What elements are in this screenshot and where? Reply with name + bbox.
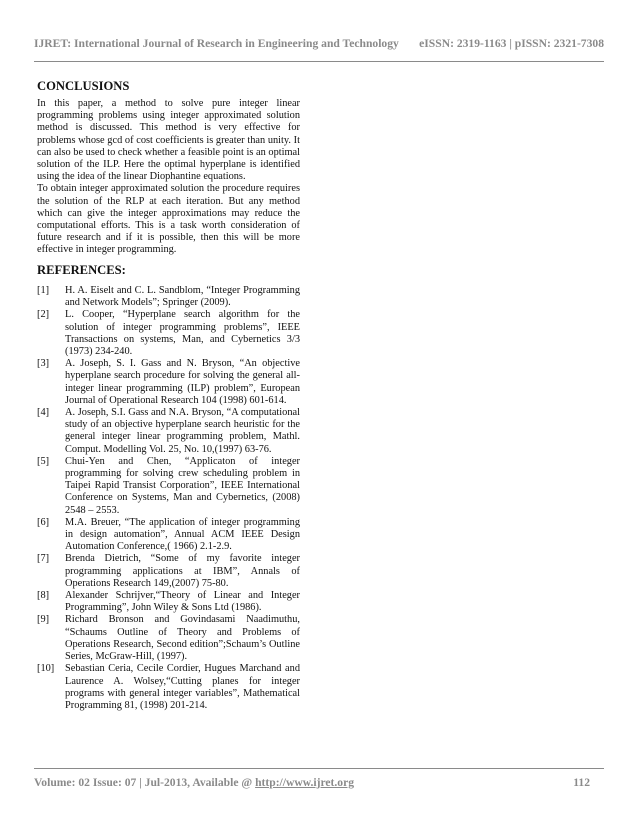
reference-item [37, 663, 300, 712]
reference-text: Richard Bronson and Govindasami Naadimuthu, “Schaums Outline of Theory and Problems of Operations Research, Second edition”;Schaum’s Outline Series, McGraw-Hill, (1997). [65, 614, 300, 663]
reference-number: [3] [37, 358, 50, 370]
conclusions-section [37, 79, 300, 257]
reference-text: Brenda Dietrich, “Some of my favorite integer programming applications at IBM”, Annals of Operations Research 149,(2007) 75-80. [65, 553, 300, 589]
references-heading: REFERENCES: [37, 263, 126, 277]
references-section [37, 263, 300, 712]
reference-number: [5] [37, 455, 50, 467]
reference-text: A. Joseph, S. I. Gass and N. Bryson, “An objective hyperplane search procedure for solving the general all-integer linear programming (ILP) problem”, European Journal of Operational Research 104 (1998) 601-614. [65, 358, 300, 406]
reference-text: Alexander Schrijver,“Theory of Linear and Integer Programming”, John Wiley & Sons Ltd (1986). [65, 590, 300, 614]
reference-item [37, 456, 300, 517]
reference-item [37, 517, 300, 554]
reference-item [37, 285, 300, 309]
reference-item [37, 407, 300, 456]
reference-list [37, 285, 300, 712]
page-header [34, 37, 604, 50]
reference-number: [7] [37, 553, 50, 565]
volume-text: Volume: 02 Issue: 07 | Jul-2013, Available @ [34, 776, 256, 789]
reference-item [37, 309, 300, 358]
page-number: 112 [573, 776, 590, 789]
reference-text: H. A. Eiselt and C. L. Sandblom, “Integer Programming and Network Models”; Springer (2009). [65, 285, 300, 309]
conclusions-paragraph-1: In this paper, a method to solve pure integer linear programming problems using integer approximated solution method is discussed. This method is very effective for problems whose gcd of cost coefficients is greater than unity. It can also be used to check whether a feasible point is an optimal solution of the ILP. Here the optimal hyperplane is identified using the idea of the linear Diophantine equations. [37, 98, 300, 183]
reference-number: [1] [37, 285, 50, 296]
reference-item [37, 358, 300, 407]
reference-number: [9] [37, 614, 50, 626]
footer-divider [34, 768, 604, 769]
reference-text: Sebastian Ceria, Cecile Cordier, Hugues Marchand and Laurence A. Wolsey,“Cutting planes for integer programs with general integer variables”, Mathematical Programming 81, (1998) 201-214. [65, 663, 300, 711]
reference-text: A. Joseph, S.I. Gass and N.A. Bryson, “A computational study of an objective hyperplane search heuristic for the general integer linear programming problem, Mathl. Comput. Modelling Vol. 25, No. 10,(1997) 63-76. [65, 407, 300, 455]
reference-item [37, 590, 300, 614]
footer-volume-info [34, 776, 354, 789]
reference-number: [10] [37, 663, 55, 675]
reference-number: [2] [37, 309, 50, 321]
reference-number: [8] [37, 590, 50, 602]
journal-link[interactable]: http://www.ijret.org [255, 776, 355, 789]
header-divider [34, 61, 604, 62]
page-footer [34, 776, 590, 789]
reference-item [37, 553, 300, 590]
reference-item [37, 614, 300, 663]
reference-number: [4] [37, 407, 50, 419]
reference-number: [6] [37, 516, 50, 528]
issn-info: eISSN: 2319-1163 | pISSN: 2321-7308 [419, 37, 604, 50]
reference-text: L. Cooper, “Hyperplane search algorithm for the solution of integer programming problems”, IEEE Transactions on systems, Man, and Cybernetics 3/3 (1973) 234-240. [65, 309, 300, 358]
reference-text: Chui-Yen and Chen, “Applicaton of integer programming for solving crew scheduling problem in Taipei Rapid Transist Corporation”, IEEE International Conference on Systems, Man and Cybernetics, (2008) 2548 – 2553. [65, 455, 300, 516]
reference-text: M.A. Breuer, “The application of integer programming in design automation”, Annual ACM IEEE Design Automation Conference,( 1966) 2.1-2.9. [65, 516, 300, 553]
conclusions-paragraph-2: To obtain integer approximated solution the procedure requires the solution of the RLP at each iteration. But any method which can give the integer approximations may reduce the computational efforts. This is a task worth consideration of future research and if it is possible, then this will be more effective in integer programming. [37, 183, 300, 256]
conclusions-heading: CONCLUSIONS [37, 79, 130, 93]
journal-title: IJRET: International Journal of Research in Engineering and Technology [34, 37, 399, 50]
